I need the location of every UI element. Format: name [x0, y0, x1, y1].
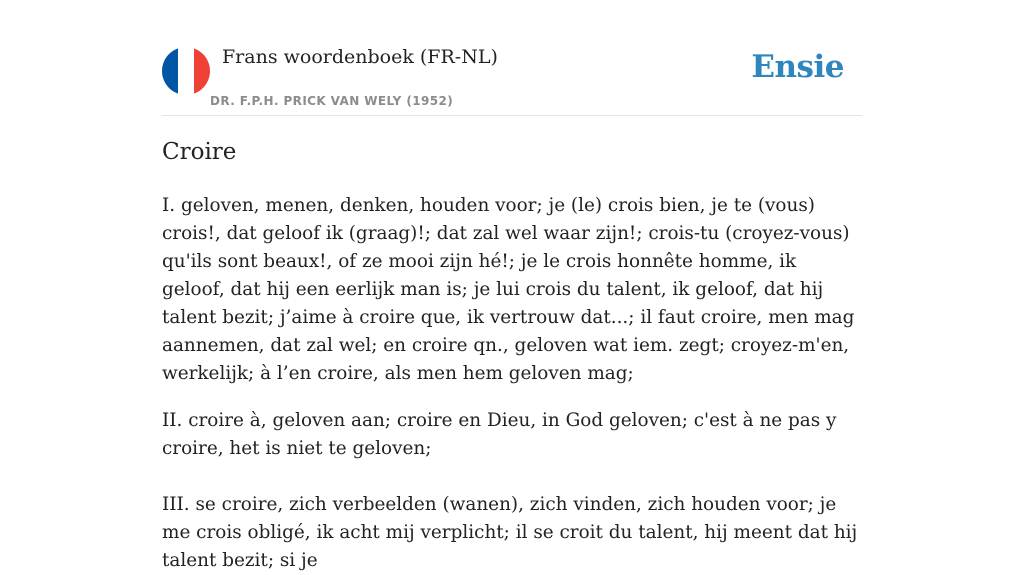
definition-sense-1: I. geloven, menen, denken, houden voor; je (le) crois bien, je te (vous) crois!, dat geloof ik (graag)!; dat zal wel waar zijn!; crois-tu (croyez-vous) qu'ils sont beaux!, of ze mooi zijn hé!; je le crois honnête homme, ik geloof, dat hij een eerlijk man is; je lui crois du talent, ik geloof, dat hij talent bezit; j’aime à croire que, ik vertrouw dat...; il faut croire, men mag aannemen, dat zal wel; en croire qn., geloven wat iem. zegt; croyez-m'en, werkelijk; à l’en croire, als men hem geloven mag; — [162, 195, 855, 384]
entry-headword: Croire — [162, 139, 237, 165]
dictionary-header — [162, 40, 862, 116]
flag-stripe-red — [194, 47, 210, 95]
entry-definition — [162, 192, 862, 575]
definition-sense-3: III. se croire, zich verbeelden (wanen), zich vinden, zich houden voor; je me crois obligé, ik acht mij verplicht; il se croit du talent, hij meent dat hij talent bezit; si je — [162, 494, 858, 571]
ensie-logo[interactable]: Ensie — [751, 49, 844, 85]
flag-stripe-blue — [162, 47, 178, 95]
french-flag-icon — [162, 47, 210, 95]
flag-stripe-white — [178, 47, 194, 95]
dictionary-author: DR. F.P.H. PRICK VAN WELY (1952) — [210, 94, 454, 108]
dictionary-title[interactable]: Frans woordenboek (FR-NL) — [222, 46, 498, 68]
definition-sense-2: II. croire à, geloven aan; croire en Dieu, in God geloven; c'est à ne pas y croire, het is niet te geloven; — [162, 410, 837, 459]
header-divider — [162, 115, 862, 116]
